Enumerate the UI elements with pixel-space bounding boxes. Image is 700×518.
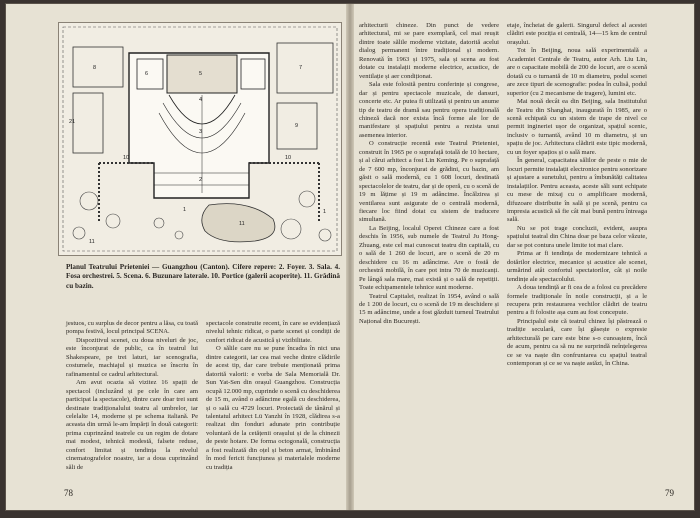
paragraph: arhitecturii chineze. Din punct de vedere arhitectural, mi se pare exemplară, cel mai reușit dintre toate sălile moderne vizitate, datorită acelui dialog permanent între tradițional și modern. Renovată în 1963 și 1975, sala și scena au fost dotate cu instalații moderne electrice, acustice, de ventilație și aer condiționat. <box>359 22 499 80</box>
paragraph: A doua tendință ar fi cea de a folosi cu precădere formele tradiționale în noile construcții, și a le recupera prin restaurarea vechilor clădiri de teatru pentru a fi folosite așa cum au fost concepute. <box>507 284 647 317</box>
paragraph: O construcție recentă este Teatrul Prieteniei, construit în 1965 pe o suprafață totală de 10 hectare, și al cărui arhitect a fost Lin Keming. Pe o suprafață de 7 600 mp, înconjurat de grădini, cu bazin, am găsit o sală modernă, cu 1 608 locuri, destinată spectacolelor de teatru, dar și de operă, cu o scenă de 19 m lățime și 19 m adâncime. Încălzirea și ventilarea sunt asigurate de o centrală modernă, fiecare loc fiind dotat cu sistem de traducere simultană. <box>359 140 499 224</box>
figure-caption: Planul Teatrului Prieteniei — Guangzhou (Canton). Cifere repere: 2. Foyer. 3. Sala. 4. Fosa orchestrei. 5. Scena. 6. Buzunare laterale. 10. Portice (galerii acoperite). 11. Grădină cu bazin. <box>66 263 340 290</box>
page-number-right: 79 <box>665 488 674 498</box>
plan-label: 11 <box>89 239 95 245</box>
right-column-2 <box>507 22 647 484</box>
plan-label: 1 <box>323 209 327 215</box>
plan-label: 6 <box>145 71 149 77</box>
paragraph: Principalul este că teatrul chinez își păstrează o tradiție seculară, care își găsește o expresie arhitecturală pe care este bine s-o cunoaștem, încă de acum, pentru ca să nu ne surprindă neînțelegerea ce se va naște din confruntarea cu spațiul teatral contemporan și ce se va naște astăzi, în China. <box>507 317 647 368</box>
paragraph: Tot în Beijing, noua sală experimentală a Academiei Centrale de Teatru, autor Arh. Liu Lin, are o capacitate mobilă de 200 de locuri, are o scenă dotată cu o turnantă de 10 m diametru, podul scenei are zece tipuri de scenografie: podea în culisă, podul superior (cu 2 mecanisme de tragere), lumini etc. <box>507 47 647 97</box>
paragraph: Sala este folosită pentru conferințe și congrese, dar și pentru spectacole muzicale, de dansuri, concerte etc. Ar putea fi utilizată și pentru un anume tip de teatru de dramă sau pentru opera tradițională chineză dacă nor exista încă forme ale lor de manifestare și spațiului pentru a rezista unui asemenea interior. <box>359 81 499 139</box>
paragraph: Nu se pot trage concluzii, evident, asupra spațiului teatral din China doar pe baza celor văzute, dar se pot contura unele limite tot mai clare. <box>507 224 647 249</box>
floor-plan-figure <box>58 22 342 256</box>
plan-label: 2 <box>199 177 203 183</box>
plan-label: 9 <box>295 123 299 129</box>
paragraph: jestuos, cu surplus de decor pentru a lăsa, cu toată pompa festivă, locul principal SCENA. <box>66 320 198 336</box>
plan-label: 1 <box>183 207 187 213</box>
paragraph: Prima ar fi tendința de modernizare tehnică a dotărilor electrice, mecanice și acustice ale scenei, urmărind atât confortul spectatorilor, cât și noile tendințe ale spectacolului. <box>507 250 647 283</box>
left-page <box>6 4 349 510</box>
plan-label: 10 <box>285 155 292 161</box>
book-spread <box>6 4 694 510</box>
right-column-1 <box>359 22 499 492</box>
left-column-2 <box>206 320 340 472</box>
paragraph: Teatrul Capitalei, realizat în 1954, având o sală de 1 200 de locuri, cu o scenă de 19 m deschidere și 15 m adâncime, unde a fost găzduit turneul Teatrului Național din București. <box>359 292 499 325</box>
plan-label: 3 <box>199 129 203 135</box>
plan-label: 5 <box>199 71 203 77</box>
paragraph: Mai nouă decât ea din Beijing, sala Institutului de Teatru din Shanghai, inaugurată în 1985, are o scenă echipată cu un sistem de trape de nivel ce permit ingineriei ușor de organizat, spațiul scenic, inclusiv o turnantă, având 10 m diametru, și un spațiu de joc. Arhitectura clădirii este tipic modernă, cu un foyer spațios și o sală mare. <box>507 98 647 156</box>
paragraph: O sălile care nu se pune încadra în nici una dintre categorii, iar cea mai veche dintre clădirile de acest tip, dar care trebuie menționată prima datorită valorii: e vorba de Sala Memorială Dr. Sun Yat-Sen din orașul Guangzhou. Construcția ocupă 12.000 mp, cuprinde o scenă cu deschiderea de 15 m, având o adâncime egală cu deschiderea, și o sală cu 4729 locuri. Proiectată de tânărul și talentatul arhitect Lü Yanzhi în 1928, clădirea s-a realizat din fonduri adunate prin contribuție voluntară de la cetățenii orașului și de la chinezii de peste hotare. De forma octogonală, construcția a fost realizată din oțel și beton armat, îmbinând în mod fericit funcțiunea și materialele moderne cu tradiția <box>206 345 340 471</box>
plan-label: 11 <box>239 221 245 227</box>
plan-label: 7 <box>299 65 303 71</box>
paragraph: În general, capacitatea sălilor de peste o mie de locuri permite instalații electronice pentru sonorizare și ajustare a sunetului, pentru a îmbunătăți calitatea instalațiilor. Pentru aceasta, aceste săli sunt echipate cu mese de mixaj cu o amplificare modernă, difuzoare distribuite în sală și pe scenă, pentru ca impresia acustică să fie cât mai bună pentru întreaga sală. <box>507 157 647 224</box>
paragraph: Am avut ocazia să vizitez 16 spații de spectacol (incluzând și pe cele în care am participat la spectacole), dintre care doar trei sunt destinate tradiționalului teatru al umbrelor, iar celelalte 14, moderne și pe schema italiană. Pe aceasta din urmă le-am împărți în două categorii: prima cuprinzând teatrele cu un regim de dotare mai modest, tehnică modestă, falsete reduse, confort limitat și tendința la nivelul cinematografelor noastre, iar a doua cuprinzând săli de <box>66 379 198 471</box>
paragraph: La Beijing, localul Operei Chineze care a fost deschis în 1956, sub numele de Teatrul Ju Hong-Zhuang, este cel mai cunoscut teatru din capitală, cu o sală de 1 260 de locuri, are o scenă de 20 m deschidere cu 16 m adâncime. Are o fostă de orchestră mobilă, în care pot intra 70 de muzicanți. Pe lângă sala mare, mai există și o sală de repetiții. Toate echipamentele tehnice sunt moderne. <box>359 224 499 292</box>
plan-label: 8 <box>93 65 97 71</box>
plan-label: 4 <box>199 97 203 103</box>
paragraph: etaje, încheiat de galerii. Singurul defect al acestei clădiri este poziția ei centrală, 14—15 km de centrul orașului. <box>507 22 647 46</box>
right-page <box>351 4 694 510</box>
floor-plan-drawing <box>59 23 341 255</box>
plan-label: 10 <box>123 155 130 161</box>
paragraph: spectacole construite recent, în care se evidențiază nivelul tehnic ridicat, o parte scenei și condiții de confort ridicat de acustică și vizibilitate. <box>206 320 340 344</box>
plan-label: 21 <box>69 119 76 125</box>
paragraph: Dispozitivul scenei, cu doua niveluri de joc, este înconjurat de public, ca în teatrul lui Shakespeare, pe trei laturi, iar scenografia, costumele, machiajul și muzica se înscriu în rafinamentul ce cadrul arhitectural. <box>66 336 198 378</box>
page-number-left: 78 <box>64 488 73 498</box>
left-column-1 <box>66 320 198 472</box>
